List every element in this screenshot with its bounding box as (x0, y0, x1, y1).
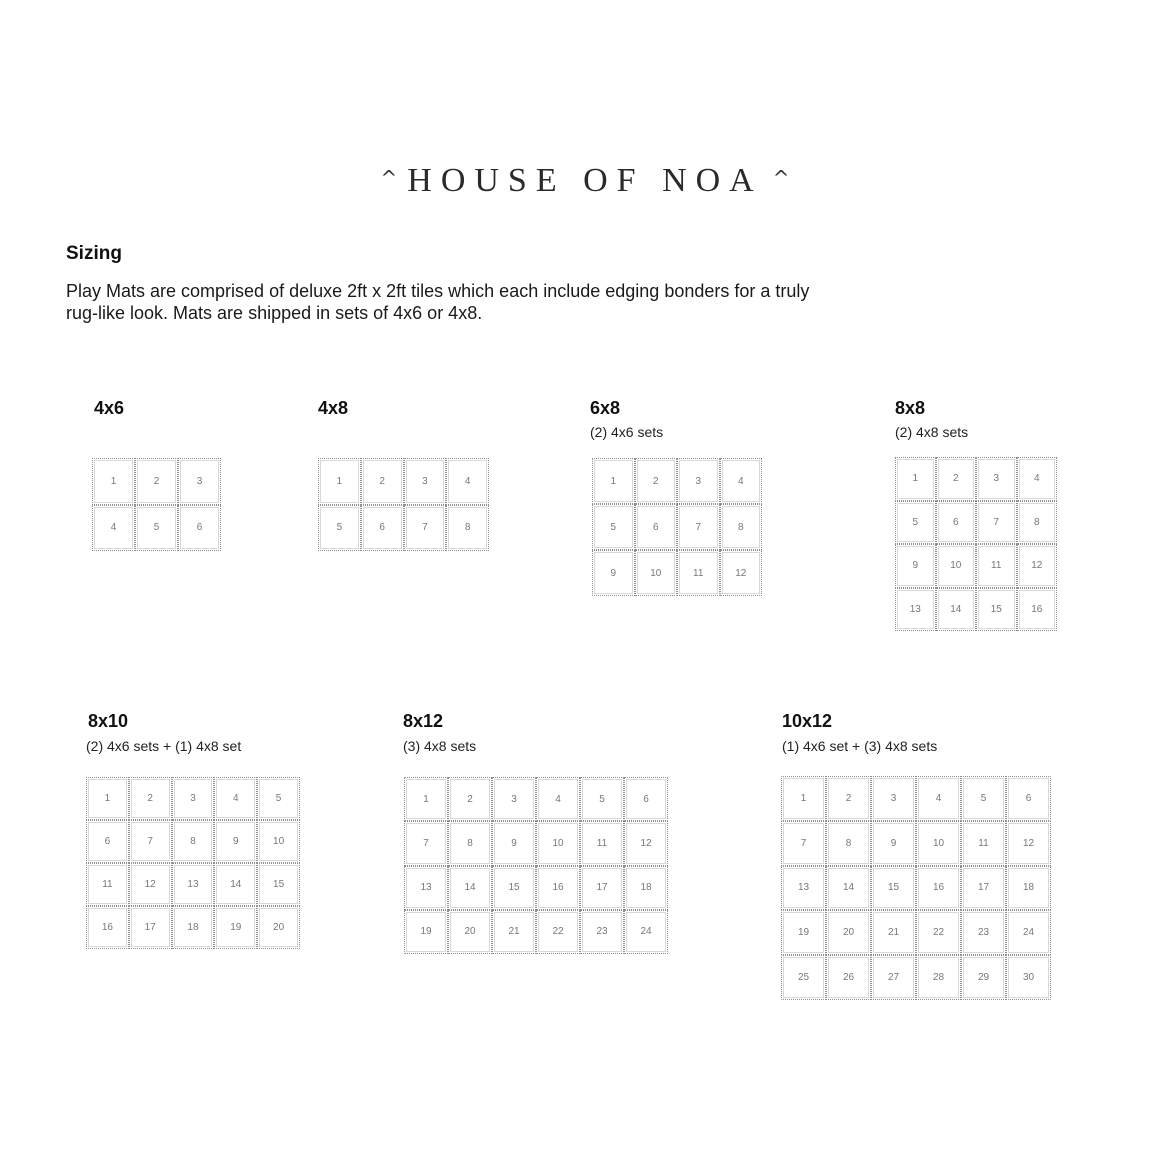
mat-tile: 3 (404, 458, 447, 505)
mat-tile: 12 (720, 550, 763, 596)
mat-tile: 4 (92, 505, 135, 552)
mat-tile: 2 (361, 458, 404, 505)
mat-tile: 8 (446, 505, 489, 552)
mat-4x8-grid (318, 458, 489, 551)
mat-tile: 2 (448, 777, 492, 821)
mat-tile: 15 (976, 588, 1017, 632)
mat-tile: 13 (172, 863, 215, 906)
mat-tile: 6 (1006, 776, 1051, 821)
mat-tile: 17 (129, 906, 172, 949)
mat-tile: 1 (895, 457, 936, 501)
mat-tile: 7 (404, 821, 448, 865)
mat-tile: 1 (404, 777, 448, 821)
mat-tile: 28 (916, 955, 961, 1000)
mat-4x6-label: 4x6 (94, 398, 125, 418)
mat-tile: 21 (871, 910, 916, 955)
mat-tile: 5 (135, 505, 178, 552)
mat-tile: 7 (404, 505, 447, 552)
mat-tile: 15 (871, 866, 916, 911)
mat-10x12-grid (781, 776, 1051, 1000)
mat-6x8-grid (592, 458, 762, 596)
mat-tile: 11 (976, 544, 1017, 588)
mat-tile: 8 (448, 821, 492, 865)
mat-tile: 1 (86, 777, 129, 820)
brand-name: HOUSE OF NOA (407, 162, 763, 199)
mat-tile: 18 (172, 906, 215, 949)
mat-tile: 11 (580, 821, 624, 865)
mat-tile: 1 (318, 458, 361, 505)
mat-tile: 25 (781, 955, 826, 1000)
mat-tile: 9 (895, 544, 936, 588)
mat-tile: 1 (781, 776, 826, 821)
mat-8x12-grid (404, 777, 668, 954)
mat-tile: 9 (492, 821, 536, 865)
mat-tile: 2 (135, 458, 178, 505)
mat-4x6-grid (92, 458, 221, 551)
mat-tile: 6 (361, 505, 404, 552)
chevron-up-icon: ^ (772, 166, 790, 190)
mat-6x8-label: 6x8 (590, 398, 621, 418)
mat-tile: 8 (172, 820, 215, 863)
mat-tile: 1 (592, 458, 635, 504)
mat-tile: 10 (257, 820, 300, 863)
mat-8x12-subtitle: (3) 4x8 sets (403, 738, 477, 754)
mat-tile: 1 (92, 458, 135, 505)
mat-tile: 7 (781, 821, 826, 866)
mat-tile: 6 (178, 505, 221, 552)
mat-tile: 4 (916, 776, 961, 821)
mat-tile: 12 (624, 821, 668, 865)
mat-tile: 10 (635, 550, 678, 596)
mat-tile: 16 (86, 906, 129, 949)
mat-tile: 7 (677, 504, 720, 550)
mat-tile: 19 (404, 910, 448, 954)
mat-10x12-subtitle: (1) 4x6 set + (3) 4x8 sets (782, 738, 938, 754)
mat-tile: 16 (536, 866, 580, 910)
mat-tile: 23 (580, 910, 624, 954)
mat-tile: 11 (677, 550, 720, 596)
mat-tile: 17 (961, 866, 1006, 911)
mat-tile: 16 (916, 866, 961, 911)
mat-tile: 20 (448, 910, 492, 954)
mat-tile: 15 (492, 866, 536, 910)
mat-tile: 9 (214, 820, 257, 863)
mat-tile: 4 (446, 458, 489, 505)
mat-tile: 6 (635, 504, 678, 550)
mat-tile: 5 (592, 504, 635, 550)
mat-tile: 2 (635, 458, 678, 504)
mat-tile: 4 (1017, 457, 1058, 501)
mat-tile: 7 (976, 501, 1017, 545)
mat-tile: 3 (976, 457, 1017, 501)
mat-tile: 18 (1006, 866, 1051, 911)
mat-tile: 2 (129, 777, 172, 820)
mat-tile: 9 (592, 550, 635, 596)
mat-tile: 3 (677, 458, 720, 504)
mat-tile: 5 (257, 777, 300, 820)
mat-tile: 6 (86, 820, 129, 863)
mat-tile: 6 (936, 501, 977, 545)
mat-tile: 4 (536, 777, 580, 821)
mat-tile: 8 (826, 821, 871, 866)
mat-tile: 20 (826, 910, 871, 955)
mat-8x12-label: 8x12 (403, 711, 444, 731)
mat-tile: 18 (624, 866, 668, 910)
mat-tile: 11 (86, 863, 129, 906)
mat-8x10-label: 8x10 (88, 711, 129, 731)
mat-tile: 13 (781, 866, 826, 911)
mat-tile: 10 (936, 544, 977, 588)
mat-8x8-subtitle: (2) 4x8 sets (895, 424, 969, 440)
mat-tile: 14 (448, 866, 492, 910)
mat-tile: 2 (826, 776, 871, 821)
sizing-description: Play Mats are comprised of deluxe 2ft x 2ft tiles which each include edging bonders for a truly rug-like look. Mats are shipped in sets of 4x6 or 4x8. (66, 281, 810, 323)
mat-tile: 24 (624, 910, 668, 954)
mat-tile: 22 (536, 910, 580, 954)
mat-tile: 4 (214, 777, 257, 820)
mat-tile: 5 (961, 776, 1006, 821)
mat-tile: 22 (916, 910, 961, 955)
mat-tile: 3 (172, 777, 215, 820)
mat-tile: 20 (257, 906, 300, 949)
mat-tile: 9 (871, 821, 916, 866)
mat-tile: 26 (826, 955, 871, 1000)
brand-logo (0, 162, 1170, 200)
mat-tile: 3 (871, 776, 916, 821)
mat-tile: 19 (781, 910, 826, 955)
mat-8x8-grid (895, 457, 1057, 631)
mat-tile: 6 (624, 777, 668, 821)
mat-8x10-subtitle: (2) 4x6 sets + (1) 4x8 set (86, 738, 242, 754)
mat-tile: 12 (1017, 544, 1058, 588)
mat-tile: 24 (1006, 910, 1051, 955)
mat-tile: 13 (404, 866, 448, 910)
mat-tile: 5 (895, 501, 936, 545)
mat-6x8-subtitle: (2) 4x6 sets (590, 424, 664, 440)
mat-tile: 21 (492, 910, 536, 954)
sizing-heading: Sizing (66, 243, 122, 264)
mat-10x12-label: 10x12 (782, 711, 833, 731)
mat-tile: 23 (961, 910, 1006, 955)
mat-tile: 30 (1006, 955, 1051, 1000)
mat-tile: 10 (916, 821, 961, 866)
mat-tile: 12 (129, 863, 172, 906)
mat-4x8-label: 4x8 (318, 398, 349, 418)
chevron-up-icon: ^ (380, 166, 398, 190)
mat-tile: 5 (580, 777, 624, 821)
mat-tile: 11 (961, 821, 1006, 866)
mat-tile: 19 (214, 906, 257, 949)
mat-tile: 4 (720, 458, 763, 504)
mat-tile: 14 (214, 863, 257, 906)
mat-tile: 14 (936, 588, 977, 632)
mat-tile: 27 (871, 955, 916, 1000)
mat-tile: 3 (178, 458, 221, 505)
mat-tile: 7 (129, 820, 172, 863)
mat-tile: 3 (492, 777, 536, 821)
mat-tile: 29 (961, 955, 1006, 1000)
mat-tile: 17 (580, 866, 624, 910)
mat-tile: 10 (536, 821, 580, 865)
mat-8x8-label: 8x8 (895, 398, 926, 418)
mat-tile: 13 (895, 588, 936, 632)
mat-tile: 8 (1017, 501, 1058, 545)
mat-tile: 12 (1006, 821, 1051, 866)
mat-tile: 5 (318, 505, 361, 552)
mat-tile: 8 (720, 504, 763, 550)
mat-tile: 15 (257, 863, 300, 906)
mat-tile: 2 (936, 457, 977, 501)
mat-8x10-grid (86, 777, 300, 949)
mat-tile: 16 (1017, 588, 1058, 632)
mat-tile: 14 (826, 866, 871, 911)
